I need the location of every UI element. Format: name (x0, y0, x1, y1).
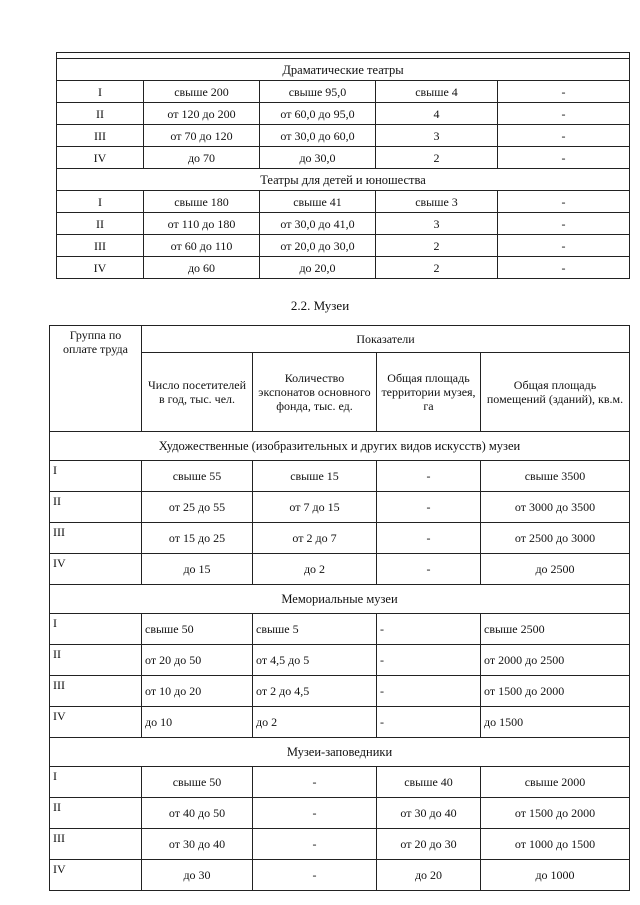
group-cell: IV (50, 860, 142, 891)
table-cell: от 1500 до 2000 (481, 798, 630, 829)
table-cell: свыше 3500 (481, 461, 630, 492)
table-cell: - (377, 707, 481, 738)
column-header-exhibits: Количество экспонатов основного фонда, тыс. ед. (253, 353, 377, 432)
table-cell: до 15 (142, 554, 253, 585)
table-cell: до 60 (144, 257, 260, 279)
group-cell: III (50, 676, 142, 707)
table-cell: от 30,0 до 60,0 (260, 125, 376, 147)
table-cell: свыше 2000 (481, 767, 630, 798)
table-cell: от 2000 до 2500 (481, 645, 630, 676)
table-row (57, 125, 630, 147)
section-title: Художественные (изобразительных и других видов искусств) музеи (50, 432, 630, 461)
table-cell: - (498, 103, 630, 125)
table-cell: - (377, 461, 481, 492)
indicators-header: Показатели (142, 326, 630, 353)
table-cell: от 1500 до 2000 (481, 676, 630, 707)
table-cell: от 60,0 до 95,0 (260, 103, 376, 125)
table-cell: - (498, 191, 630, 213)
table-cell: - (498, 213, 630, 235)
table-cell: от 20,0 до 30,0 (260, 235, 376, 257)
group-cell: III (50, 523, 142, 554)
section-header (50, 432, 630, 461)
table-row (50, 829, 630, 860)
table-cell: свыше 15 (253, 461, 377, 492)
table-cell: до 2 (253, 707, 377, 738)
group-cell: II (50, 645, 142, 676)
table-cell: от 2 до 7 (253, 523, 377, 554)
section-heading: 2.2. Музеи (290, 298, 350, 313)
table-cell: от 4,5 до 5 (253, 645, 377, 676)
section-header (50, 738, 630, 767)
table-cell: от 15 до 25 (142, 523, 253, 554)
group-cell: I (50, 767, 142, 798)
table-cell: свыше 40 (377, 767, 481, 798)
table-row (57, 235, 630, 257)
table-cell: от 20 до 30 (377, 829, 481, 860)
table-cell: - (377, 645, 481, 676)
table-cell: от 7 до 15 (253, 492, 377, 523)
group-cell: II (57, 103, 144, 125)
table-row (57, 81, 630, 103)
table-cell: от 1000 до 1500 (481, 829, 630, 860)
table-cell: - (377, 554, 481, 585)
table-row (50, 767, 630, 798)
table-cell: свыше 5 (253, 614, 377, 645)
table-row (57, 257, 630, 279)
section-title: Мемориальные музеи (50, 585, 630, 614)
table-cell: свыше 3 (376, 191, 498, 213)
table-cell: от 30 до 40 (142, 829, 253, 860)
table-cell: до 30 (142, 860, 253, 891)
table-row (50, 461, 630, 492)
group-cell: IV (50, 707, 142, 738)
group-cell: II (57, 213, 144, 235)
table-row (50, 523, 630, 554)
table-cell: до 70 (144, 147, 260, 169)
section-header (50, 585, 630, 614)
table-row (50, 676, 630, 707)
table-cell: от 2 до 4,5 (253, 676, 377, 707)
theatres-table (56, 52, 630, 279)
table-cell: от 40 до 50 (142, 798, 253, 829)
table-cell: - (377, 676, 481, 707)
group-cell: IV (57, 257, 144, 279)
table-cell: свыше 41 (260, 191, 376, 213)
table-cell: свыше 95,0 (260, 81, 376, 103)
table-cell: до 10 (142, 707, 253, 738)
table-cell: - (498, 147, 630, 169)
table-cell: - (498, 81, 630, 103)
table-cell: от 30,0 до 41,0 (260, 213, 376, 235)
table-cell: - (498, 235, 630, 257)
table-row (50, 614, 630, 645)
table-cell: от 25 до 55 (142, 492, 253, 523)
table-cell: - (253, 860, 377, 891)
museums-table (49, 325, 630, 891)
group-cell: I (50, 461, 142, 492)
table-row (50, 645, 630, 676)
table-cell: от 30 до 40 (377, 798, 481, 829)
table-cell: свыше 50 (142, 614, 253, 645)
group-cell: I (57, 191, 144, 213)
table-cell: - (253, 829, 377, 860)
group-cell: II (50, 798, 142, 829)
table-cell: до 30,0 (260, 147, 376, 169)
table-cell: до 1500 (481, 707, 630, 738)
group-cell: I (57, 81, 144, 103)
column-header-visitors: Число посетителей в год, тыс. чел. (142, 353, 253, 432)
group-cell: III (50, 829, 142, 860)
table-cell: 2 (376, 257, 498, 279)
section-header (57, 59, 630, 81)
section-header (57, 169, 630, 191)
table-cell: 3 (376, 125, 498, 147)
section-title: Театры для детей и юношества (57, 169, 630, 191)
header-row (50, 326, 630, 353)
table-cell: 4 (376, 103, 498, 125)
table-row (50, 707, 630, 738)
table-cell: свыше 2500 (481, 614, 630, 645)
table-cell: - (253, 798, 377, 829)
table-cell: до 2500 (481, 554, 630, 585)
group-header: Группа по оплате труда (50, 326, 142, 432)
table-cell: от 3000 до 3500 (481, 492, 630, 523)
table-cell: - (377, 523, 481, 554)
table-cell: - (377, 492, 481, 523)
table-row (57, 103, 630, 125)
table-cell: до 20,0 (260, 257, 376, 279)
table-row (57, 191, 630, 213)
table-cell: от 120 до 200 (144, 103, 260, 125)
table-cell: 3 (376, 213, 498, 235)
table-cell: - (498, 257, 630, 279)
table-cell: свыше 50 (142, 767, 253, 798)
table-cell: от 70 до 120 (144, 125, 260, 147)
table-row (50, 860, 630, 891)
table-cell: от 110 до 180 (144, 213, 260, 235)
column-header-territory: Общая площадь территории музея, га (377, 353, 481, 432)
table-cell: свыше 180 (144, 191, 260, 213)
section-title: Музеи-заповедники (50, 738, 630, 767)
group-cell: III (57, 125, 144, 147)
table-row (50, 554, 630, 585)
table-cell: свыше 4 (376, 81, 498, 103)
column-header-premises: Общая площадь помещений (зданий), кв.м. (481, 353, 630, 432)
group-cell: III (57, 235, 144, 257)
table-cell: от 20 до 50 (142, 645, 253, 676)
group-cell: I (50, 614, 142, 645)
table-cell: свыше 55 (142, 461, 253, 492)
table-row (50, 798, 630, 829)
table-cell: - (253, 767, 377, 798)
group-cell: IV (50, 554, 142, 585)
table-row (50, 492, 630, 523)
table-cell: от 2500 до 3000 (481, 523, 630, 554)
section-title: Драматические театры (57, 59, 630, 81)
table-cell: до 20 (377, 860, 481, 891)
table-row (57, 213, 630, 235)
table-row (57, 147, 630, 169)
table-cell: свыше 200 (144, 81, 260, 103)
table-cell: от 60 до 110 (144, 235, 260, 257)
table-cell: - (377, 614, 481, 645)
group-cell: IV (57, 147, 144, 169)
table-cell: от 10 до 20 (142, 676, 253, 707)
table-cell: до 1000 (481, 860, 630, 891)
table-cell: до 2 (253, 554, 377, 585)
table-cell: 2 (376, 147, 498, 169)
group-cell: II (50, 492, 142, 523)
table-cell: 2 (376, 235, 498, 257)
table-cell: - (498, 125, 630, 147)
